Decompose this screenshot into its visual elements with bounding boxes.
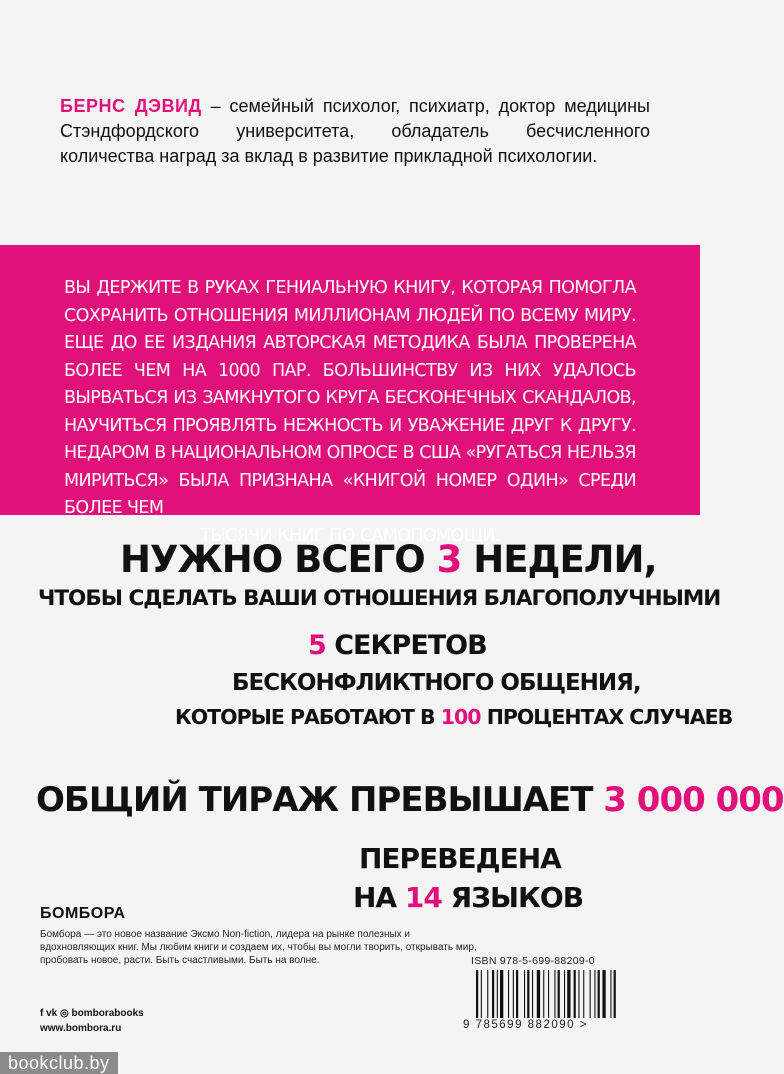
barcode-image [474,970,659,1018]
claim-secrets-text-a: КОТОРЫЕ РАБОТАЮТ В [175,705,435,729]
claim-languages [353,881,583,914]
claim-secrets-word: СЕКРЕТОВ [334,630,487,661]
claim-circulation-text: ОБЩИЙ ТИРАЖ ПРЕВЫШАЕТ [36,780,593,820]
blurb-body: ВЫ ДЕРЖИТЕ В РУКАХ ГЕНИАЛЬНУЮ КНИГУ, КОТОРАЯ ПОМОГЛА СОХРАНИТЬ ОТНОШЕНИЯ МИЛЛИОНАМ ЛЮДЕЙ ПО ВСЕМУ МИРУ. ЕЩЕ ДО ЕЕ ИЗДАНИЯ АВТОРСКАЯ МЕТОДИКА БЫЛА ПРОВЕРЕНА БОЛЕЕ ЧЕМ НА 1000 ПАР. БОЛЬШИНСТВУ ИЗ НИХ УДАЛОСЬ ВЫРВАТЬСЯ ИЗ ЗАМКНУТОГО КРУГА БЕСКОНЕЧНЫХ СКАНДАЛОВ, НАУЧИТЬСЯ ПРОЯВЛЯТЬ НЕЖНОСТЬ И УВАЖЕНИЕ ДРУГ К ДРУГУ. НЕДАРОМ В НАЦИОНАЛЬНОМ ОПРОСЕ В США «РУГАТЬСЯ НЕЛЬЗЯ МИРИТЬСЯ» БЫЛА ПРИЗНАНА «КНИГОЙ НОМЕР ОДИН» СРЕДИ БОЛЕЕ ЧЕМ [64,278,636,518]
author-bio [60,94,650,169]
claim-languages-word: ЯЗЫКОВ [450,881,584,914]
isbn-label: ISBN 978-5-699-88209-0 [471,955,595,967]
author-description: – семейный психолог, психиатр, доктор медицины Стэндфордского университета, обладатель бесчисленного количества наград за вклад в развитие прикладной психологии. [60,96,650,166]
claim-secrets-line3 [175,705,732,729]
claim-secrets-line2: БЕСКОНФЛИКТНОГО ОБЩЕНИЯ, [232,670,641,696]
author-name: БЕРНС ДЭВИД [60,96,202,116]
publisher-description: Бомбора — это новое название Эксмо Non-fiction, лидера на рынке полезных и вдохновляющих книг. Мы любим книги и создаем их, чтобы вы могли творить, открывать мир, пробовать новое, расти. Быть счастливыми. Быть на волне. [40,929,477,966]
barcode-number: 9 785699 882090 > [463,1019,588,1031]
blurb-last-line: ТЫСЯЧИ КНИГ ПО САМОПОМОЩИ. [200,525,500,546]
claim-circulation [36,780,784,820]
claim-secrets-number: 5 [308,630,326,661]
claim-weeks-unit: НЕДЕЛИ, [473,538,657,581]
claim-languages-number: 14 [404,881,442,914]
publisher-logo: БОМБОРА [40,905,126,922]
claim-weeks-sub: ЧТОБЫ СДЕЛАТЬ ВАШИ ОТНОШЕНИЯ БЛАГОПОЛУЧНЫМИ [38,586,721,611]
claim-translated: ПЕРЕВЕДЕНА [359,842,561,875]
claim-percent-number: 100 [440,705,481,729]
claim-circulation-number: 3 000 000 [603,780,784,820]
claim-languages-prefix: НА [353,881,397,914]
claim-secrets-text-b: ПРОЦЕНТАХ СЛУЧАЕВ [486,705,733,729]
claim-weeks-number: 3 [436,538,462,581]
publisher-site: www.bombora.ru [40,1023,122,1034]
claim-weeks-headline [120,538,657,581]
claim-secrets-headline [308,630,487,661]
publisher-social: f vk ◎ bomborabooks [40,1008,144,1019]
blurb-text [64,275,636,550]
watermark-label: bookclub.by [0,1052,118,1074]
claim-weeks-lead: НУЖНО ВСЕГО [120,538,425,581]
